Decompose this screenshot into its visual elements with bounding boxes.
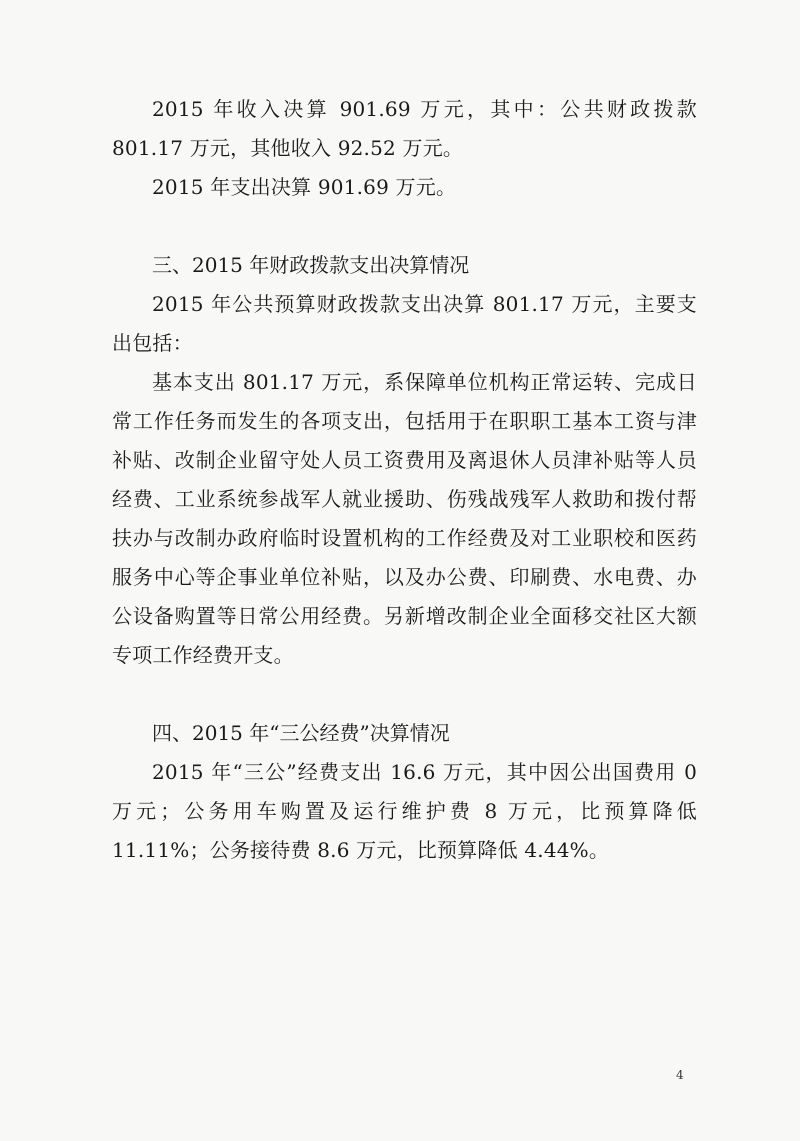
expense-paragraph: 2015 年支出决算 901.69 万元。 xyxy=(152,175,457,199)
document-body xyxy=(112,90,697,870)
three-public-expense-paragraph: 2015 年“三公”经费支出 16.6 万元，其中因公出国费用 0 万元；公务用车购置及运行维护费 8 万元，比预算降低 11.11%；公务接待费 8.6 万元，比预算降低 4.44%。 xyxy=(112,760,697,862)
section-heading-3: 三、2015 年财政拨款支出决算情况 xyxy=(152,253,470,277)
income-paragraph: 2015 年收入决算 901.69 万元，其中：公共财政拨款 801.17 万元，其他收入 92.52 万元。 xyxy=(112,97,697,160)
fiscal-expense-paragraph: 2015 年公共预算财政拨款支出决算 801.17 万元，主要支出包括： xyxy=(112,292,697,355)
basic-expense-paragraph: 基本支出 801.17 万元，系保障单位机构正常运转、完成日常工作任务而发生的各项支出，包括用于在职职工基本工资与津补贴、改制企业留守处人员工资费用及离退休人员津补贴等人员经费、工业系统参战军人就业援助、伤残战残军人救助和拨付帮扶办与改制办政府临时设置机构的工作经费及对工业职校和医药服务中心等企事业单位补贴，以及办公费、印刷费、水电费、办公设备购置等日常公用经费。另新增改制企业全面移交社区大额专项工作经费开支。 xyxy=(112,370,697,667)
section-heading-4: 四、2015 年“三公经费”决算情况 xyxy=(152,721,450,745)
page-number: 4 xyxy=(676,1068,684,1082)
